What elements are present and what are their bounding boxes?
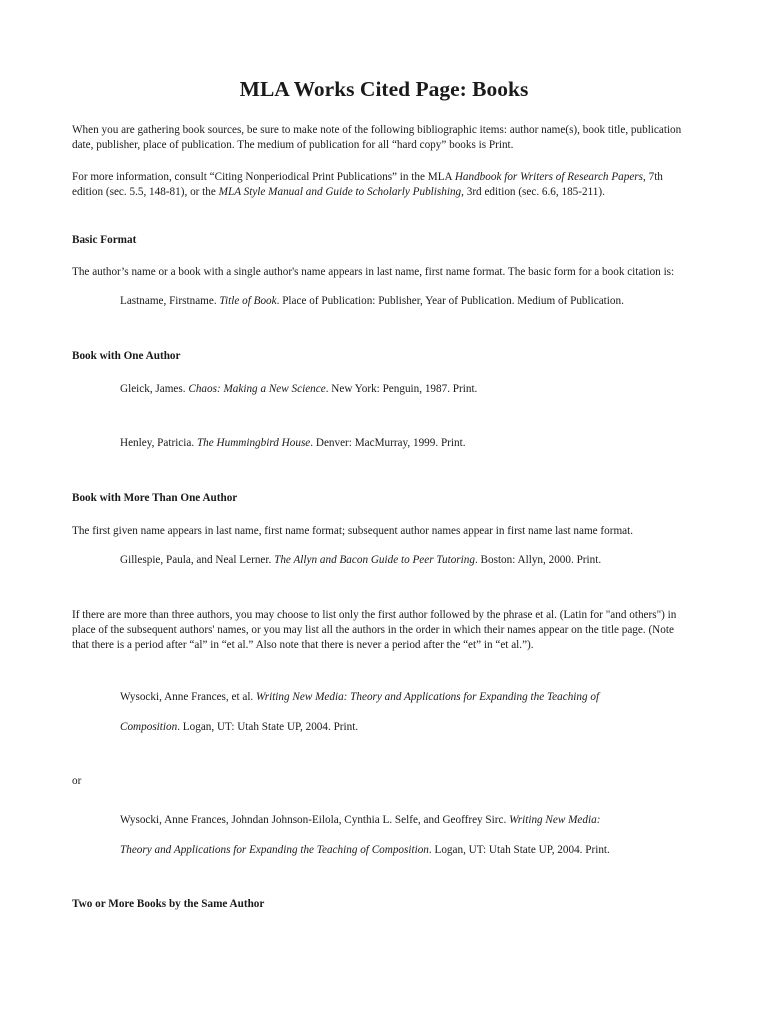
et-al-paragraph: If there are more than three authors, you may choose to list only the first author followed by the phrase et al. (Latin for "and others") in place of the subsequent authors' names, or you may list all the authors in the order in which their names appear on the title page. (Note that there is a period after “al” in “et al.” Also note that there is never a period after the “et” in “et al.”). — [72, 609, 677, 651]
or-text: or — [72, 775, 82, 787]
basic-format-paragraph: The author’s name or a book with a single author's name appears in last name, first name format. The basic form for a book citation is: — [72, 266, 675, 278]
heading-basic-format: Basic Format — [72, 234, 137, 246]
intro-paragraph: When you are gathering book sources, be sure to make note of the following bibliographic items: author name(s), book title, publication date, publisher, place of publication. The medium of publication for all “hard copy” books is Print. — [72, 124, 682, 151]
handbook-title: Handbook for Writers of Research Papers — [454, 171, 644, 183]
citation-wysocki-full-line1: Wysocki, Anne Frances, Johndan Johnson-Eilola, Cynthia L. Selfe, and Geoffrey Sirc. Writing New Media: — [120, 814, 601, 826]
heading-more-authors: Book with More Than One Author — [72, 492, 238, 504]
page-title: MLA Works Cited Page: Books — [239, 77, 529, 101]
citation-gillespie: Gillespie, Paula, and Neal Lerner. The Allyn and Bacon Guide to Peer Tutoring. Boston: Allyn, 2000. Print. — [120, 554, 602, 566]
citation-wysocki-et-al-line1: Wysocki, Anne Frances, et al. Writing New Media: Theory and Applications for Expanding the Teaching of — [120, 691, 600, 703]
citation-wysocki-full-line2: Theory and Applications for Expanding the Teaching of Composition. Logan, UT: Utah State UP, 2004. Print. — [120, 844, 610, 856]
heading-one-author: Book with One Author — [72, 350, 181, 362]
style-manual-title: MLA Style Manual and Guide to Scholarly Publishing — [218, 186, 462, 198]
citation-wysocki-et-al-line2: Composition. Logan, UT: Utah State UP, 2004. Print. — [120, 721, 359, 733]
more-authors-paragraph: The first given name appears in last name, first name format; subsequent author names appear in first name last name format. — [72, 525, 634, 537]
citation-gleick: Gleick, James. Chaos: Making a New Science. New York: Penguin, 1987. Print. — [120, 383, 478, 395]
basic-format-citation: Lastname, Firstname. Title of Book. Place of Publication: Publisher, Year of Publication. Medium of Publication. — [120, 295, 624, 307]
citation-henley: Henley, Patricia. The Hummingbird House. Denver: MacMurray, 1999. Print. — [120, 437, 466, 449]
heading-same-author: Two or More Books by the Same Author — [72, 898, 265, 910]
more-info-paragraph: For more information, consult “Citing Nonperiodical Print Publications” in the MLA Handbook for Writers of Research Papers, 7th edition (sec. 5.5, 148-81), or the MLA Style Manual and Guide to Scholarly Publishing, 3rd edition (sec. 6.6, 185-211). — [72, 171, 663, 198]
